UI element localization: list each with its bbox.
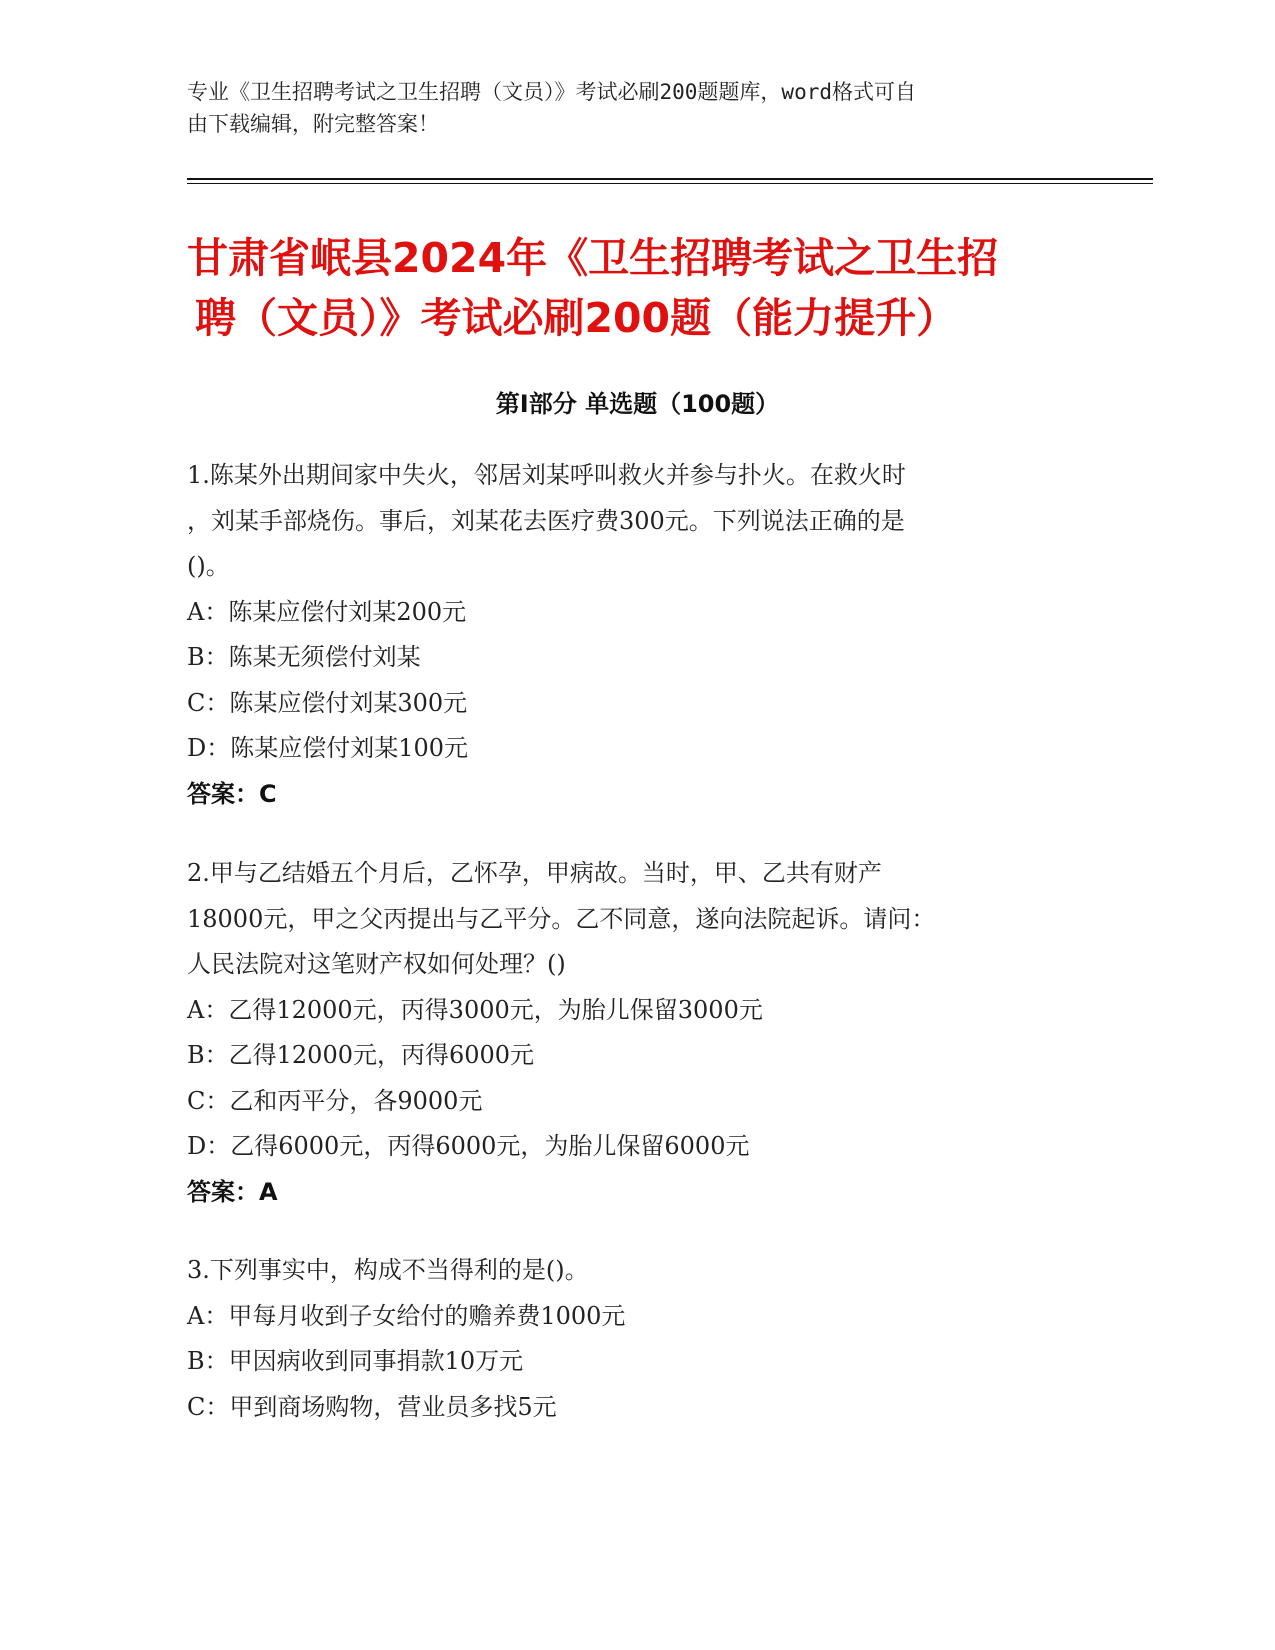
question-2 [187,851,1067,1215]
question-stem-line: ，刘某手部烧伤。事后，刘某花去医疗费300元。下列说法正确的是 [187,506,905,535]
question-stem-line: 1.陈某外出期间家中失火，邻居刘某呼叫救火并参与扑火。在救火时 [187,461,906,489]
option-d: D：陈某应偿付刘某100元 [187,734,469,762]
title-line: 甘肃省岷县2024年《卫生招聘考试之卫生招 [187,234,999,282]
option-a: A：乙得12000元，丙得3000元，为胎儿保留3000元 [187,995,763,1024]
header-divider [187,178,1153,180]
option-a: A：甲每月收到子女给付的赡养费1000元 [187,1301,626,1330]
question-1 [187,453,1067,817]
option-d: D：乙得6000元，丙得6000元，为胎儿保留6000元 [187,1132,750,1160]
option-c: C：甲到商场购物，营业员多找5元 [187,1392,557,1421]
header-note [187,76,1067,140]
answer: 答案：C [187,779,277,808]
option-a: A：陈某应偿付刘某200元 [187,597,467,626]
title-line: 聘（文员）》考试必刷200题（能力提升） [195,294,958,342]
question-stem-line: 人民法院对这笔财产权如何处理？() [187,950,566,978]
answer: 答案：A [187,1177,278,1206]
question-stem-line: 2.甲与乙结婚五个月后，乙怀孕，甲病故。当时，甲、乙共有财产 [187,859,882,887]
option-b: B：乙得12000元，丙得6000元 [187,1041,535,1069]
option-c: C：陈某应偿付刘某300元 [187,688,468,717]
option-c: C：乙和丙平分，各9000元 [187,1086,483,1115]
option-b: B：甲因病收到同事捐款10万元 [187,1347,524,1375]
question-stem-line: ()。 [187,552,230,580]
section-title: 第Ⅰ部分 单选题（100题） [495,390,780,418]
header-note-line: 由下载编辑，附完整答案！ [187,112,439,136]
header-divider-thin [187,183,1153,184]
header-note-line: 专业《卫生招聘考试之卫生招聘（文员）》考试必刷200题题库，word格式可自 [187,80,916,104]
document-title [187,228,1107,348]
question-3 [187,1248,1067,1430]
question-stem-line: 18000元，甲之父丙提出与乙平分。乙不同意，遂向法院起诉。请问： [187,904,936,933]
option-b: B：陈某无须偿付刘某 [187,643,421,671]
question-stem-line: 3.下列事实中，构成不当得利的是()。 [187,1256,589,1284]
